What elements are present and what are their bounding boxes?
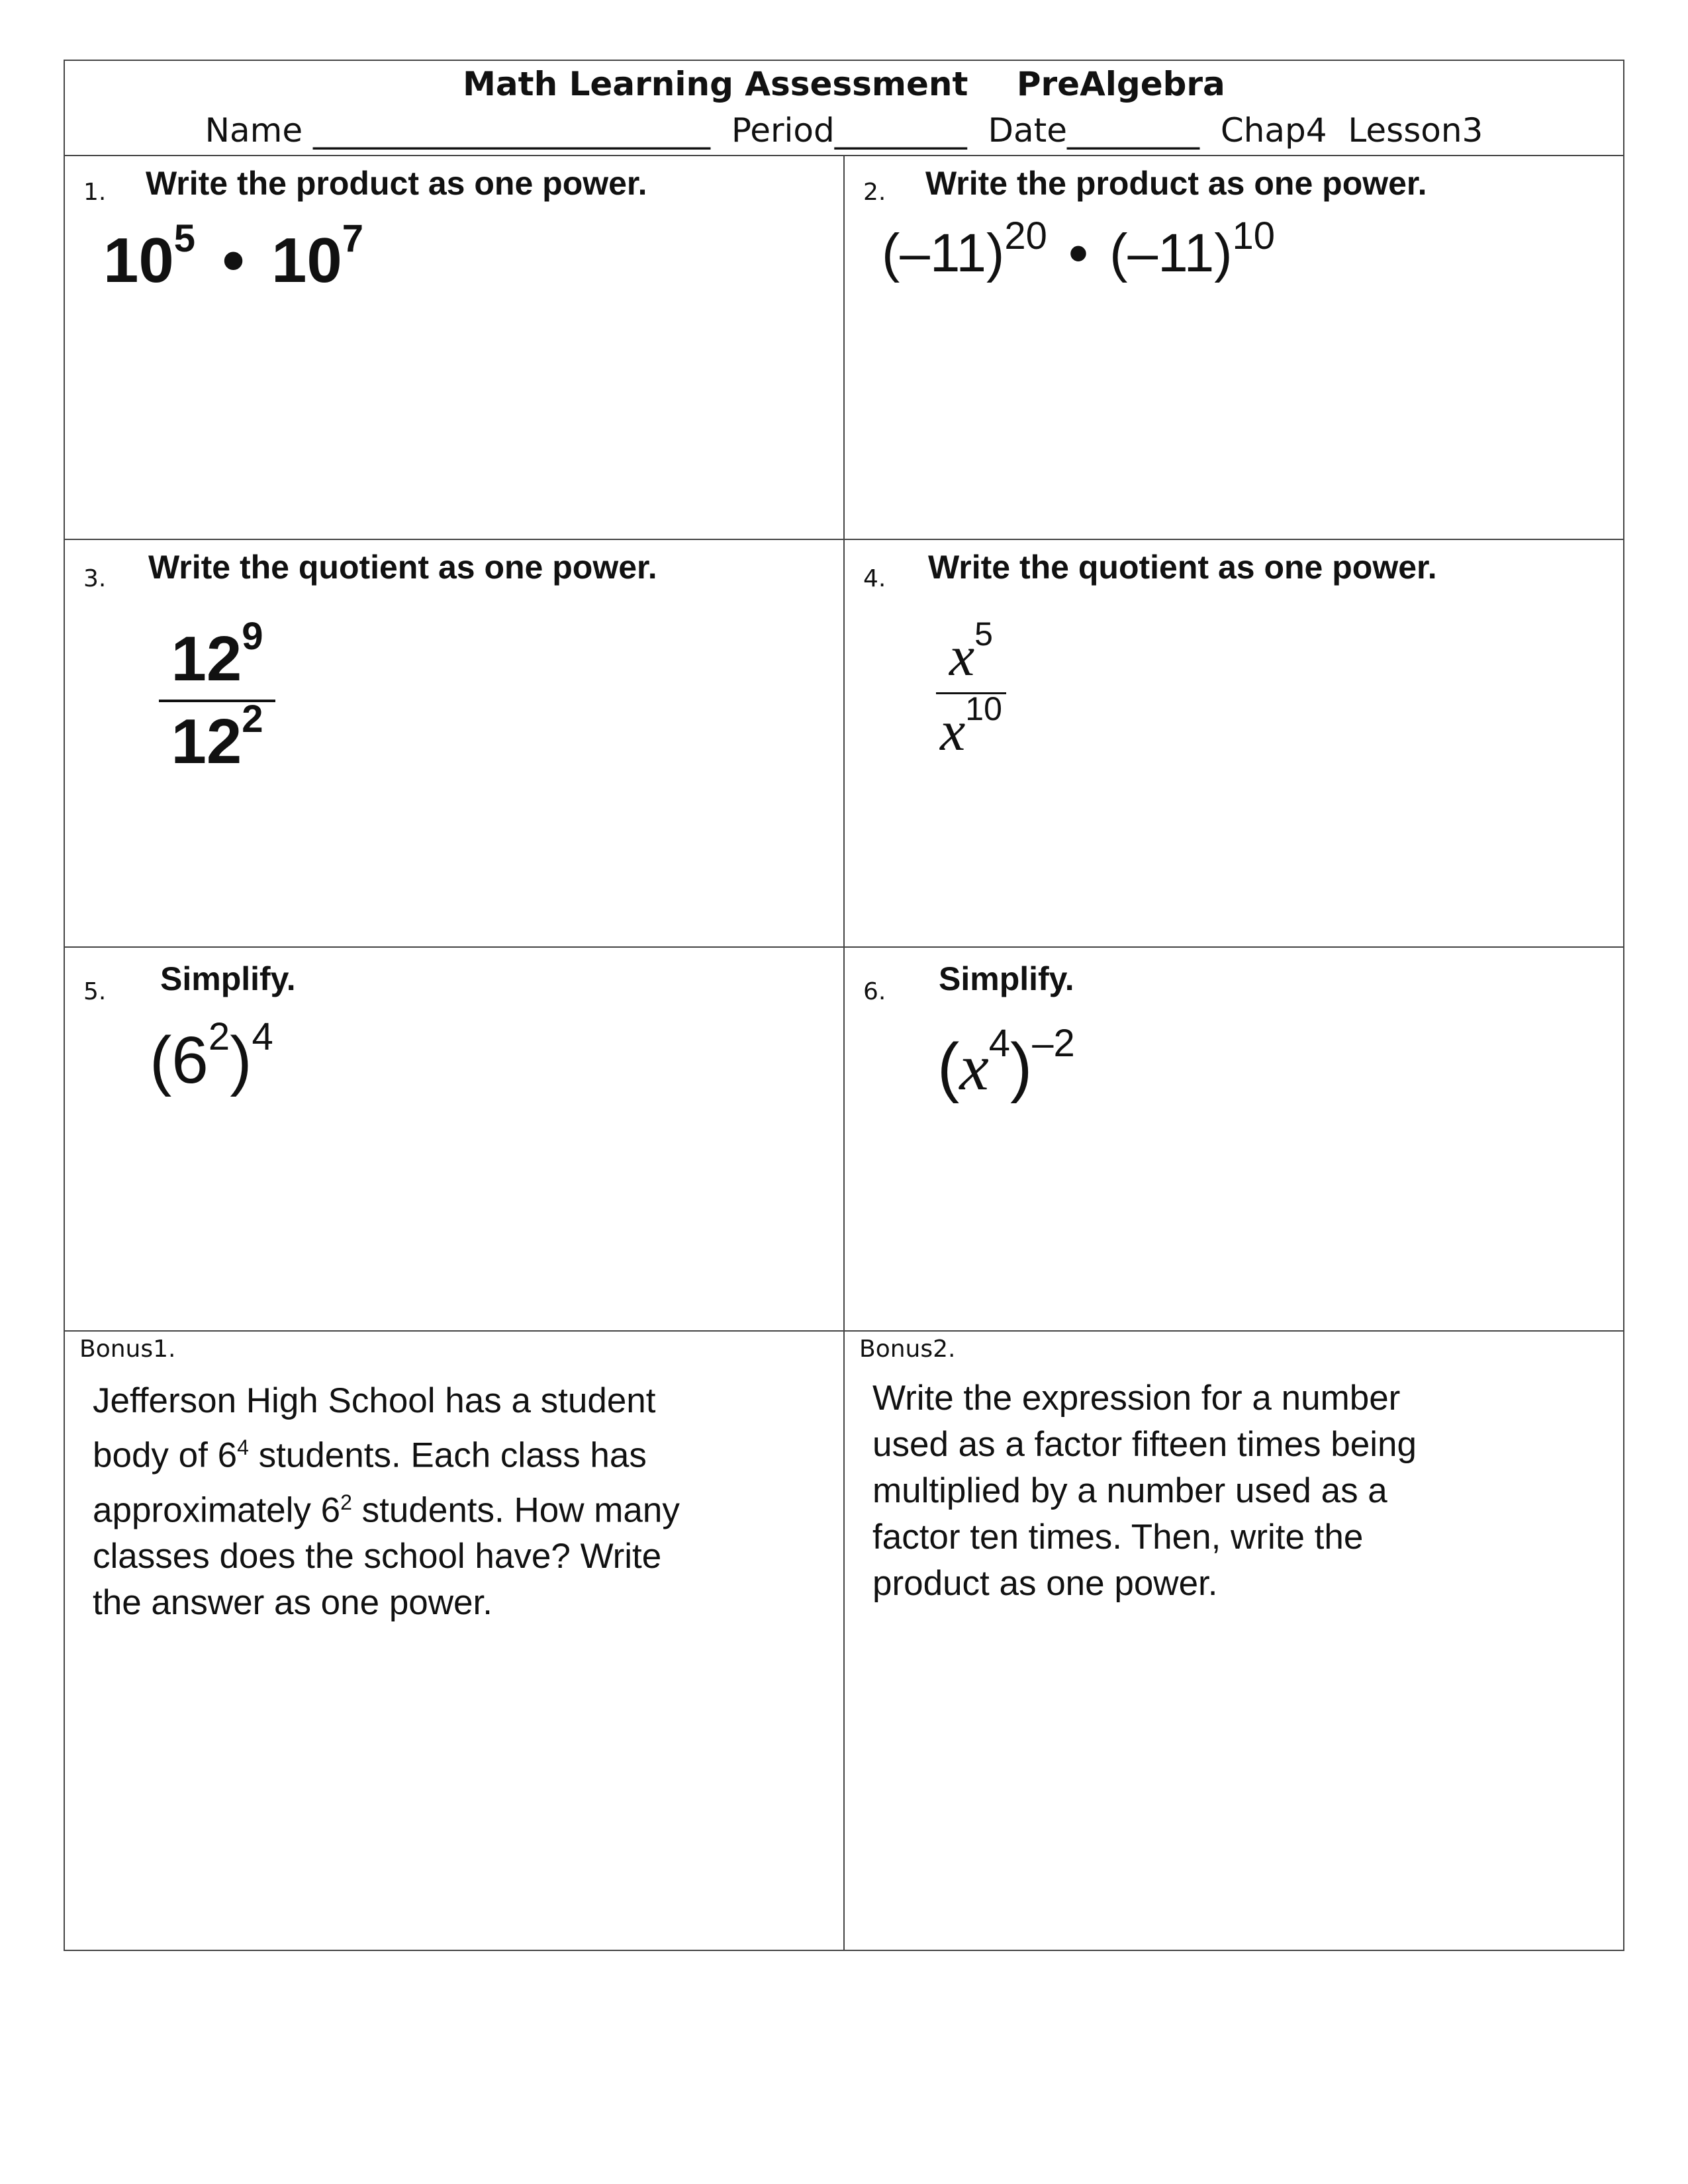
problem-4-fraction bbox=[936, 615, 1006, 763]
problem-1-cell bbox=[65, 156, 845, 540]
problem-4-cell bbox=[845, 540, 1624, 948]
problem-6-cell bbox=[845, 948, 1624, 1332]
problem-number: 5. bbox=[83, 978, 107, 1005]
bonus-1-text: Jefferson High School has a student body of $6^4$ students. Each class has approximately $6^2$ students. How many classes does the school have? Write the answer as one power. bbox=[93, 1381, 680, 1623]
page-title bbox=[65, 65, 1623, 103]
problem-number: 2. bbox=[863, 179, 886, 206]
bonus-label: Bonus2. bbox=[859, 1336, 956, 1363]
problem-1-expression: $10^5$ • $10^7$ bbox=[103, 217, 364, 296]
problem-instruction: Simplify. bbox=[160, 960, 296, 997]
problem-instruction: Write the quotient as one power. bbox=[928, 549, 1437, 586]
title-text: Math Learning Assessment bbox=[463, 65, 968, 103]
problem-instruction: Write the product as one power. bbox=[925, 165, 1427, 202]
problem-instruction: Simplify. bbox=[939, 960, 1074, 997]
worksheet bbox=[64, 60, 1624, 1951]
numerator: $x^5$ bbox=[949, 615, 993, 688]
problem-3-cell bbox=[65, 540, 845, 948]
bonus-2-text: Write the expression for a number used as a factor fifteen times being multiplied by a number used as a factor ten times. Then, write the product as one power. bbox=[872, 1379, 1417, 1603]
problem-3-fraction bbox=[159, 615, 275, 777]
problem-instruction: Write the quotient as one power. bbox=[148, 549, 657, 586]
student-info-line: Name ________________________ Period________ Date________ Chap4 Lesson3 bbox=[205, 111, 1483, 150]
problem-number: 3. bbox=[83, 565, 107, 592]
problem-instruction: Write the product as one power. bbox=[146, 165, 647, 202]
denominator: $x^{10}$ bbox=[940, 690, 1002, 763]
problem-number: 6. bbox=[863, 978, 886, 1005]
subject-text: PreAlgebra bbox=[1016, 65, 1225, 103]
problem-2-expression: $(-11)^{20}$ • $(-11)^{10}$ bbox=[882, 214, 1276, 283]
worksheet-header bbox=[65, 61, 1623, 156]
numerator: $12^9$ bbox=[171, 615, 263, 694]
problem-6-expression: $(x^4)^{-2}$ bbox=[937, 1022, 1075, 1104]
bonus-2-cell bbox=[845, 1332, 1624, 1951]
problem-number: 1. bbox=[83, 179, 107, 206]
problem-2-cell bbox=[845, 156, 1624, 540]
bonus-label: Bonus1. bbox=[79, 1336, 176, 1363]
problem-number: 4. bbox=[863, 565, 886, 592]
denominator: $12^2$ bbox=[171, 697, 263, 777]
bonus-1-cell bbox=[65, 1332, 845, 1951]
problem-5-cell bbox=[65, 948, 845, 1332]
problem-5-expression: $(6^2)^4$ bbox=[150, 1015, 273, 1097]
